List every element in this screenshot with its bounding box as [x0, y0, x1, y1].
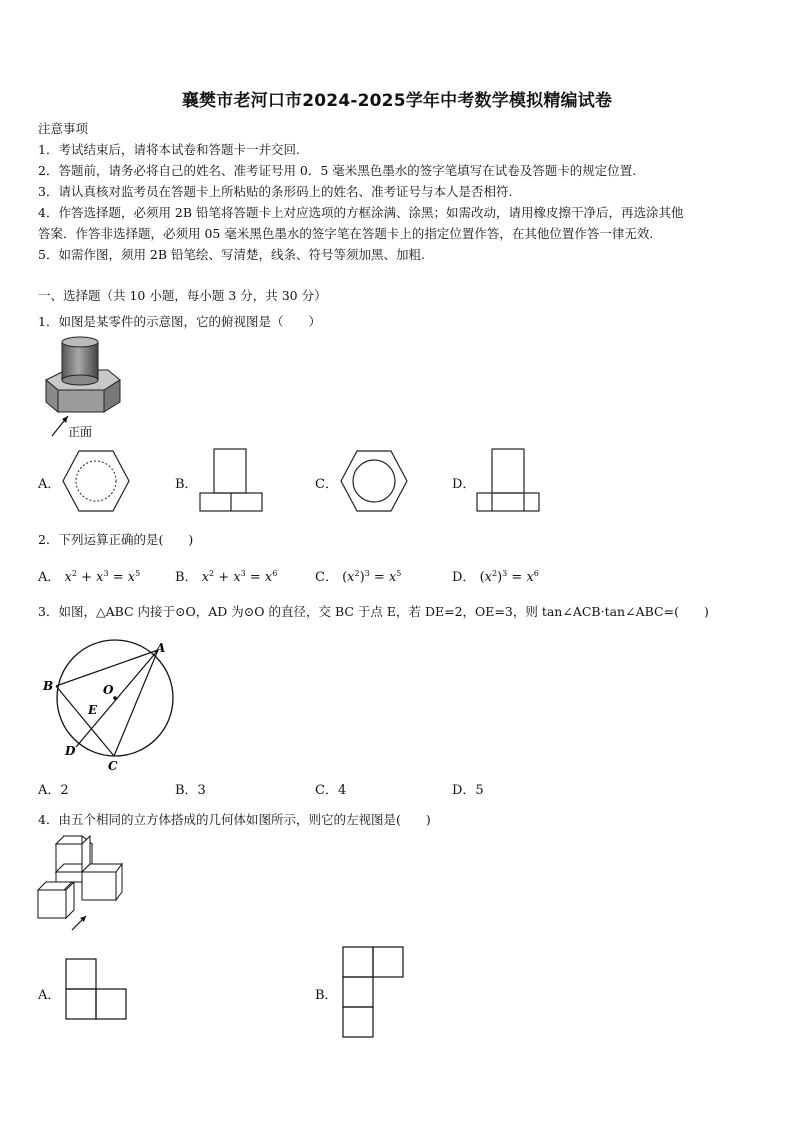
q2-d-lp: ( [479, 570, 485, 585]
q1-front-label: 正面 [68, 425, 93, 439]
q3-point-d: D [65, 744, 76, 758]
q2-a-exp2: 3 [103, 569, 109, 578]
q2-a-op: + [76, 570, 97, 585]
q2-b-exp2: 3 [240, 569, 246, 578]
q2-d-rexp: 6 [533, 569, 539, 578]
q1-option-d-label: D． [452, 477, 476, 492]
q2-a-exp1: 2 [71, 569, 77, 578]
q2-d-base1: x [484, 570, 492, 585]
notice-heading: 注意事项 [38, 121, 89, 136]
q2-b-op: + [214, 570, 234, 585]
q2-c-eq: = [369, 570, 389, 585]
q1-option-a-label: A． [38, 477, 61, 492]
q2-option-c-label: C． [315, 570, 338, 585]
q4-stem: 4．由五个相同的立方体搭成的几何体如图所示，则它的左视图是( ) [38, 812, 431, 827]
notice-item-1: 1．考试结束后，请将本试卷和答题卡一并交回. [38, 142, 300, 157]
q3-point-c: C [108, 759, 118, 773]
q4-cube-figure [36, 834, 128, 934]
q2-a-rbase: x [127, 570, 136, 585]
q3-option-b: B．3 [175, 783, 206, 798]
q4-option-b-label: B． [315, 988, 338, 1003]
q2-b-exp1: 2 [209, 569, 215, 578]
q2-option-d [452, 566, 539, 585]
q3-point-a: A [156, 641, 166, 655]
q2-b-base1: x [201, 570, 210, 585]
q2-c-rbase: x [388, 570, 397, 585]
q2-d-rbase: x [526, 570, 534, 585]
q3-point-o: O [103, 683, 114, 697]
q4-option-b-figure [341, 945, 405, 1039]
q3-option-a: A．2 [38, 783, 69, 798]
q2-option-d-label: D． [452, 570, 476, 585]
q2-option-a [38, 566, 140, 585]
q1-option-d-figure [474, 448, 544, 514]
q2-d-eq: = [507, 570, 527, 585]
q2-option-b [175, 566, 277, 585]
q2-a-rexp: 5 [135, 569, 141, 578]
q2-b-eq: = [245, 570, 265, 585]
section-heading: 一、选择题（共 10 小题，每小题 3 分，共 30 分） [38, 288, 327, 303]
q1-option-c-label: C． [315, 477, 338, 492]
notice-item-4-cont: 答案．作答非选择题，必须用 05 毫米黑色墨水的签字笔在答题卡上的指定位置作答，在其他位置作答一律无效. [38, 226, 654, 241]
q3-option-c: C．4 [315, 783, 347, 798]
q3-point-b: B [43, 679, 54, 693]
q2-a-base2: x [96, 570, 104, 585]
page-title: 襄樊市老河口市2024-2025学年中考数学模拟精编试卷 [181, 91, 613, 111]
q1-option-b-label: B． [175, 477, 198, 492]
q1-option-c-figure [338, 448, 410, 514]
notice-item-5: 5．如需作图，须用 2B 铅笔绘、写清楚，线条、符号等须加黑、加粗. [38, 247, 426, 262]
q2-d-rp: ) [497, 570, 503, 585]
q1-part-figure [38, 332, 124, 440]
q3-circle-figure [38, 636, 184, 776]
notice-item-3: 3．请认真核对监考员在答题卡上所粘贴的条形码上的姓名、准考证号与本人是否相符. [38, 184, 513, 199]
q3-stem: 3．如图，△ABC 内接于⊙O，AD 为⊙O 的直径，交 BC 于点 E，若 DE=2，OE=3，则 tan∠ACB·tan∠ABC=( ) [38, 604, 709, 619]
q2-b-base2: x [233, 570, 241, 585]
q4-option-a-figure [64, 957, 128, 1021]
q2-c-exp1: 2 [354, 569, 360, 578]
q2-c-base1: x [347, 570, 355, 585]
q2-d-exp2: 3 [502, 569, 508, 578]
q2-option-c [315, 566, 401, 585]
q2-d-exp1: 2 [492, 569, 498, 578]
q2-option-b-label: B． [175, 570, 198, 585]
q2-b-rexp: 6 [272, 569, 278, 578]
q2-b-rbase: x [264, 570, 273, 585]
q2-option-a-label: A． [38, 570, 61, 585]
q2-c-rexp: 5 [396, 569, 402, 578]
q2-c-exp2: 3 [364, 569, 370, 578]
q1-option-b-figure [198, 448, 266, 514]
q2-a-eq: = [108, 570, 128, 585]
q1-option-a-figure [60, 448, 132, 514]
q3-option-d: D．5 [452, 783, 484, 798]
q3-point-e: E [88, 703, 98, 717]
q1-stem: 1．如图是某零件的示意图，它的俯视图是（ ） [38, 314, 321, 329]
notice-item-4: 4．作答选择题，必须用 2B 铅笔将答题卡上对应选项的方框涂满、涂黑；如需改动，请用橡皮擦干净后，再选涂其他 [38, 205, 684, 220]
notice-item-2: 2．答题前，请务必将自己的姓名、准考证号用 0．5 毫米黑色墨水的签字笔填写在试卷及答题卡的规定位置. [38, 163, 637, 178]
q2-c-lp: ( [342, 570, 348, 585]
q4-option-a-label: A． [38, 988, 61, 1003]
q2-c-rp: ) [359, 570, 365, 585]
q2-stem: 2．下列运算正确的是( ) [38, 532, 194, 547]
q2-a-base1: x [64, 570, 72, 585]
